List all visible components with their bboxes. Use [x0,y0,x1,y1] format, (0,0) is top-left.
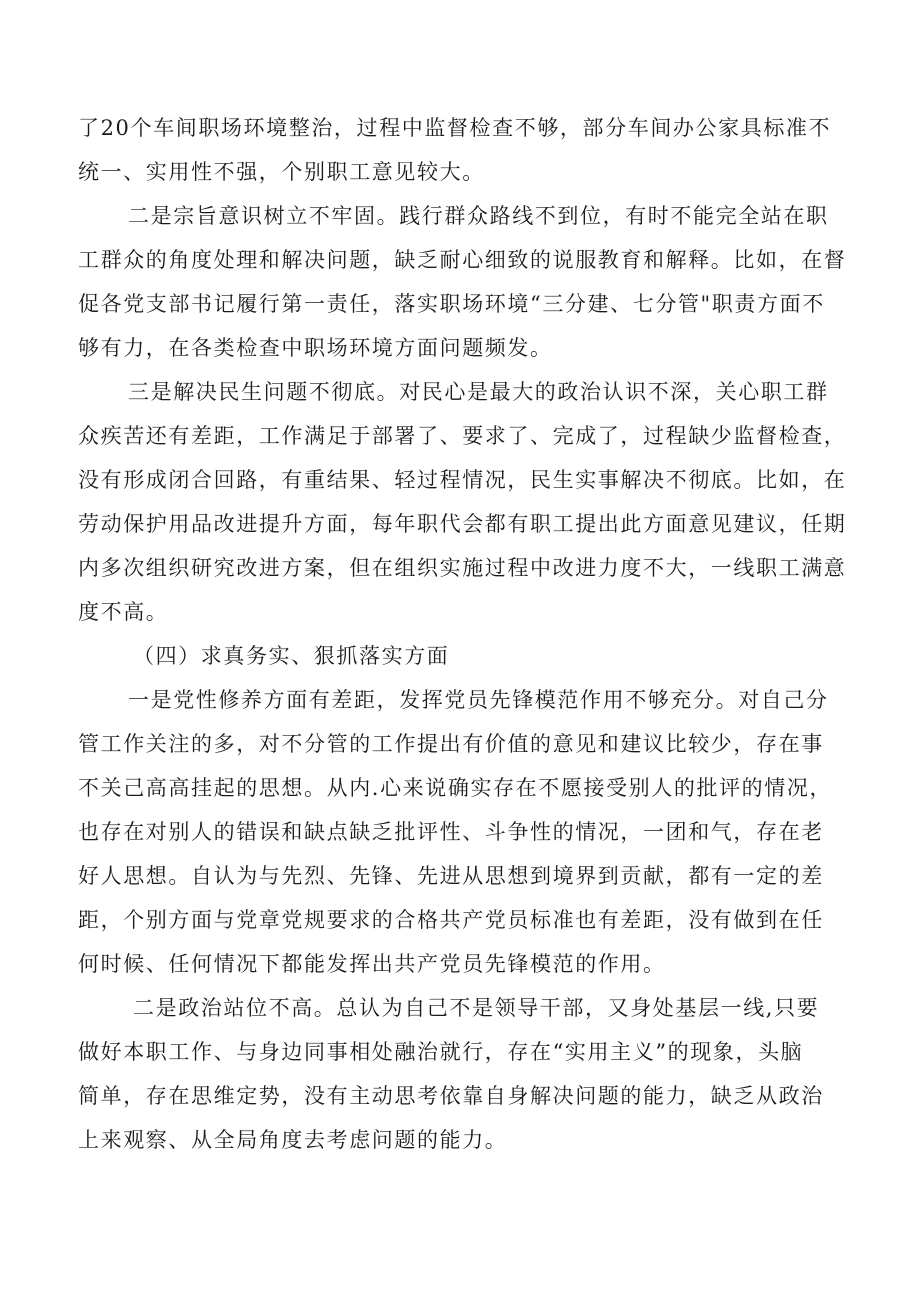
text-line: 二是宗旨意识树立不牢固。践行群众路线不到位，有时不能完全站在职 [128,204,829,228]
text-line: 度不高。 [78,600,169,624]
text-line: 一是党性修养方面有差距，发挥党员先锋模范作用不够充分。对自己分 [128,688,829,712]
text-line: 好人思想。自认为与先烈、先锋、先进从思想到境界到贡献，都有一定的差 [78,864,824,888]
text-line: 也存在对别人的错误和缺点缺乏批评性、斗争性的情况，一团和气，存在老 [78,820,824,844]
text-line: 没有形成闭合回路，有重结果、轻过程情况，民生实事解决不彻底。比如，在 [78,468,847,492]
text-line: 距，个别方面与党章党规要求的合格共产党员标准也有差距，没有做到在任 [78,908,824,932]
text-line: 做好本职工作、与身边同事相处融治就行，存在“实用主义”的现象，头脑 [78,1040,804,1064]
text-line: 统一、实用性不强，个别职工意见较大。 [78,160,485,184]
text-line: 何时候、任何情况下都能发挥出共产党员先锋模范的作用。 [78,952,666,976]
text-line: 够有力，在各类检查中职场环境方面问题频发。 [78,336,553,360]
text-line: 工群众的角度处理和解决问题，缺乏耐心细致的说服教育和解释。比如，在督 [78,248,847,272]
text-line: 众疾苦还有差距，工作满足于部署了、要求了、完成了，过程缺少监督检查， [78,424,847,448]
text-line: 劳动保护用品改进提升方面，每年职代会都有职工提出此方面意见建议，任期 [78,512,847,536]
text-line: 管工作关注的多，对不分管的工作提出有价值的意见和建议比较少，存在事 [78,732,824,756]
text-line: 内多次组织研究改进方案，但在组织实施过程中改进力度不大，一线职工满意 [78,556,847,580]
text-line: 上来观察、从全局角度去考虑问题的能力。 [78,1128,508,1152]
text-line: 了20个车间职场环境整治，过程中监督检查不够，部分车间办公家具标准不 [78,116,832,140]
text-line: 三是解决民生问题不彻底。对民心是最大的政治认识不深，关心职工群 [128,380,829,404]
text-line: 不关己高高挂起的思想。从内.心来说确实存在不愿接受别人的批评的情况， [78,776,833,800]
section-heading: （四）求真务实、狠抓落实方面 [133,644,450,668]
text-line: 二是政治站位不高。总认为自己不是领导干部，又身处基层一线,只要 [133,996,820,1020]
text-line: 促各党支部书记履行第一责任，落实职场环境“三分建、七分管"职责方面不 [78,292,825,316]
text-line: 简单，存在思维定势，没有主动思考依靠自身解决问题的能力，缺乏从政治 [78,1084,824,1108]
